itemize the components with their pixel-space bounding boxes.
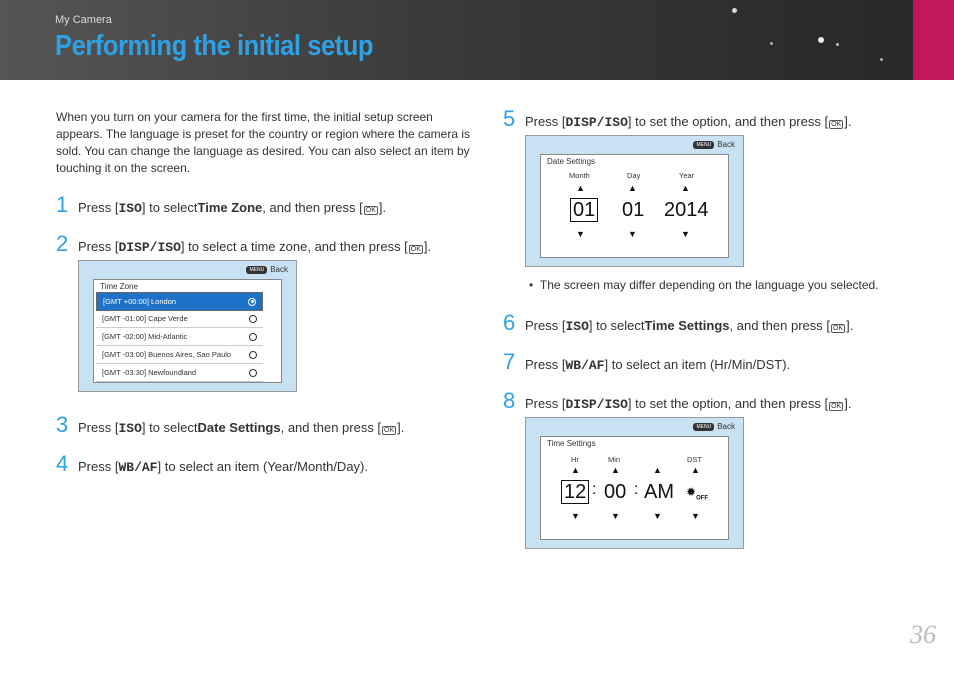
step-text: ]. [844,114,852,129]
step-text: ] to select a time zone, and then press [ [180,239,408,254]
intro-text: When you turn on your camera for the first time, the initial setup screen appears. The language is preset for the country or region where the camera is sold. You can change the language as desired. You can also select an item by touching it on the screen. [56,110,471,175]
step-text: Press [ [78,239,119,254]
step-5 [503,106,851,132]
ok-button-icon: OK [384,427,395,434]
step-number: 3 [56,412,69,437]
chapter-tab [913,0,954,80]
step-number: 4 [56,451,69,476]
menu-back [246,265,288,274]
time-separator: : [592,481,597,498]
step-number: 8 [503,388,516,413]
menu-button-icon: MENU [246,266,267,274]
step-8 [503,388,851,414]
step-text: ] to select [141,420,198,435]
page-title: Performing the initial setup [55,30,374,62]
time-panel [540,436,729,540]
radio-icon [249,315,257,323]
step-text: ]. [423,239,432,254]
ok-button-icon: OK [365,207,376,214]
month-label: Month [569,171,590,180]
step-number: 6 [503,310,516,335]
wb-af-button-icon: WB/AF [565,358,605,373]
dst-label: DST [687,455,702,464]
timezone-row[interactable] [96,310,263,328]
minute-label: Min [608,455,621,464]
step-text: ] to select an item (Year/Month/Day). [157,459,368,474]
step-text: Press [ [525,396,566,411]
timezone-row[interactable] [96,364,263,382]
step-text: Press [ [78,420,119,435]
down-arrow-icon[interactable]: ▼ [576,229,585,239]
step-4 [56,451,368,477]
disp-iso-button-icon: DISP/ISO [118,240,181,255]
timezone-label: [GMT -02:00] Mid-Atlantic [102,332,188,341]
minute-value[interactable]: 00 [604,481,627,503]
timezone-row[interactable] [96,328,263,346]
ok-button-icon: OK [831,403,842,410]
up-arrow-icon[interactable]: ▲ [611,465,620,475]
iso-button-icon: ISO [118,421,142,436]
screen-title: Time Settings [547,439,596,448]
down-arrow-icon[interactable]: ▼ [691,511,700,521]
step-number: 5 [503,106,516,131]
radio-icon [249,369,257,377]
step-number: 7 [503,349,516,374]
day-label: Day [627,171,641,180]
down-arrow-icon[interactable]: ▼ [628,229,637,239]
up-arrow-icon[interactable]: ▲ [571,465,580,475]
page-number: 36 [910,620,936,649]
sparkle-icon [818,37,824,43]
timezone-row[interactable] [96,346,263,364]
step-text: ]. [844,396,852,411]
ok-button-icon: OK [832,325,844,332]
step-text: Press [ [525,318,566,333]
timezone-row[interactable] [96,292,263,311]
dst-value: OFF [696,495,709,502]
menu-button-icon: MENU [693,423,714,431]
step-text: Press [ [78,200,119,215]
ok-button-icon: OK [410,246,421,253]
timezone-label: [GMT -03:30] Newfoundland [102,368,197,377]
timezone-screen [78,260,297,392]
step-text: ] to select an item (Hr/Min/DST). [604,357,791,372]
time-screen [525,417,744,549]
step-3 [56,412,404,438]
down-arrow-icon[interactable]: ▼ [653,511,662,521]
step-text: Press [ [525,357,566,372]
iso-button-icon: ISO [118,201,142,216]
section-label: My Camera [55,14,112,26]
step-2 [56,231,431,257]
sparkle-icon [770,42,773,45]
step-text: , and then press [ [262,200,363,215]
back-label: Back [717,422,735,431]
down-arrow-icon[interactable]: ▼ [611,511,620,521]
step-text: ] to select [141,200,198,215]
note-text: The screen may differ depending on the language you selected. [539,278,879,292]
step-1 [56,192,386,218]
step-text: ] to set the option, and then press [ [627,114,829,129]
step-text: , and then press [ [280,420,382,435]
step-option: Time Settings [644,318,730,333]
date-screen [525,135,744,267]
menu-button-icon: MENU [693,141,714,149]
step-text: ]. [846,318,854,333]
step-text: , and then press [ [729,318,830,333]
month-value[interactable]: 01 [570,198,598,222]
up-arrow-icon[interactable]: ▲ [628,183,637,193]
up-arrow-icon[interactable]: ▲ [653,465,662,475]
menu-back [693,140,735,149]
step-text: Press [ [78,459,119,474]
down-arrow-icon[interactable]: ▼ [681,229,690,239]
sparkle-icon [880,58,883,61]
step-6 [503,310,853,336]
date-panel [540,154,729,258]
step-option: Date Settings [197,420,281,435]
step-text: ]. [397,420,405,435]
screen-title: Date Settings [547,157,596,166]
step-text: Press [ [525,114,566,129]
back-label: Back [717,140,735,149]
dst-off-icon[interactable]: $✹_{OFF}$ [686,485,709,502]
step-text: ]. [378,200,387,215]
step-7 [503,349,790,375]
sparkle-icon [836,43,839,46]
day-value[interactable]: 01 [622,199,645,221]
radio-selected-icon [248,298,256,306]
step-text: ] to select [588,318,645,333]
wb-af-button-icon: WB/AF [118,460,158,475]
year-value[interactable]: 2014 [664,199,709,221]
note: • The screen may differ depending on the language you selected. [529,278,879,292]
hour-label: Hr [571,455,579,464]
back-label: Back [270,265,288,274]
step-number: 1 [56,192,69,217]
up-arrow-icon[interactable]: ▲ [691,465,700,475]
timezone-label: [GMT +00:00] London [103,297,177,306]
up-arrow-icon[interactable]: ▲ [681,183,690,193]
screen-title: Time Zone [100,282,138,291]
radio-icon [249,333,257,341]
time-separator: : [634,481,639,498]
timezone-label: [GMT -03:00] Buenos Aires, Sao Paulo [102,350,232,359]
timezone-label: [GMT -01:00] Cape Verde [102,314,188,323]
year-label: Year [679,171,695,180]
ampm-value[interactable]: AM [644,481,674,503]
sparkle-icon [732,8,737,13]
radio-icon [249,351,257,359]
page-header [0,0,954,80]
step-number: 2 [56,231,69,256]
iso-button-icon: ISO [565,319,589,334]
step-option: Time Zone [197,200,263,215]
up-arrow-icon[interactable]: ▲ [576,183,585,193]
step-text: ] to set the option, and then press [ [627,396,829,411]
disp-iso-button-icon: DISP/ISO [565,397,628,412]
ok-button-icon: OK [831,121,842,128]
menu-back [693,422,735,431]
hour-value[interactable]: 12 [561,480,589,504]
timezone-list [93,279,282,383]
down-arrow-icon[interactable]: ▼ [571,511,580,521]
disp-iso-button-icon: DISP/ISO [565,115,628,130]
